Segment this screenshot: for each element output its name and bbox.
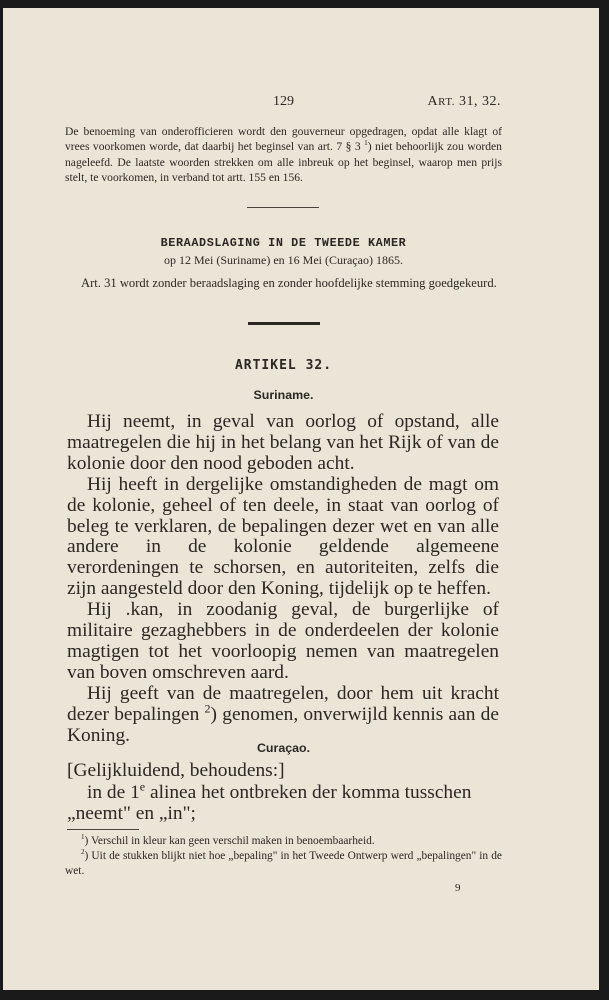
footnotes [65, 834, 502, 878]
signature-number: 9 [455, 882, 461, 894]
article-paragraph: Hij geeft van de maatregelen, door hem uit kracht dezer bepalingen $^2$) genomen, onverwijld kennis aan de Koning. [67, 682, 499, 746]
footnote-2: $^2$) Uit de stukken blijkt niet hoe „bepaling" in het Tweede Ontwerp werd „bepalingen" in de wet. [65, 848, 502, 877]
curacao-line-1: [Gelijkluidend, behoudens:] [67, 760, 285, 781]
curacao-line-2: in de 1e alinea het ontbreken der komma tusschen „neemt" en „in"; [67, 779, 472, 824]
section-label-curacao: Curaçao. [256, 741, 311, 755]
footnote-divider [67, 829, 139, 830]
article-body [67, 412, 499, 747]
footnote-ref-1: 1 [364, 139, 368, 148]
footnote-ref-2: 2 [204, 701, 211, 716]
footnote-1: $^1$) Verschil in kleur kan geen verschil maken in benoembaarheid. [81, 833, 375, 847]
book-page [3, 8, 599, 990]
curacao-text [67, 760, 499, 825]
section-divider-thin [247, 207, 319, 208]
article-paragraph: Hij .kan, in zoodanig geval, de burgerlijke of militaire gezaghebbers in de onderdeelen der kolonie magtigen tot het voorloopig nemen van maatregelen van boven omschreven aard. [67, 599, 499, 683]
article-paragraph: Hij neemt, in geval van oorlog of opstand, alle maatregelen die hij in het belang van het Rijk of van de kolonie door den nood geboden acht. [67, 411, 499, 474]
article-paragraph: Hij heeft in dergelijke omstandigheden de magt om de kolonie, geheel of ten deele, in staat van oorlog of beleg te verklaren, de bepalingen dezer wet en van alle andere in de kolonie geldende algemeene verordeningen te schorsen, en autoriteiten, zelfs die zijn aangesteld door den Koning, tijdelijk op te heffen. [67, 473, 499, 600]
intro-paragraph: De benoeming van onderofficieren wordt den gouverneur opgedragen, opdat alle klagt of vrees voorkomen worde, dat daarbij het beginsel van art. 7 § 3 $^1$) niet behoorlijk zou worden nageleefd. De laatste woorden strekken om alle inbreuk op het beginsel, waarop men prijs stelt, te voorkomen, in verband tot artt. 155 en 156. [65, 125, 502, 185]
page-header [63, 94, 503, 114]
section-label-suriname: Suriname. [253, 388, 314, 402]
page-number: 129 [273, 94, 294, 109]
debate-text: Art. 31 wordt zonder beraadslaging en zonder hoofdelijke stemming goedgekeurd. [81, 276, 497, 290]
section-divider-thick [248, 322, 320, 325]
article-title: ARTIKEL 32. [234, 358, 333, 373]
debate-heading: BERAADSLAGING IN DE TWEEDE KAMER [160, 236, 407, 250]
running-head: ART. 31, 32. [427, 94, 501, 109]
debate-subheading: op 12 Mei (Suriname) en 16 Mei (Curaçao) 1865. [164, 253, 403, 267]
